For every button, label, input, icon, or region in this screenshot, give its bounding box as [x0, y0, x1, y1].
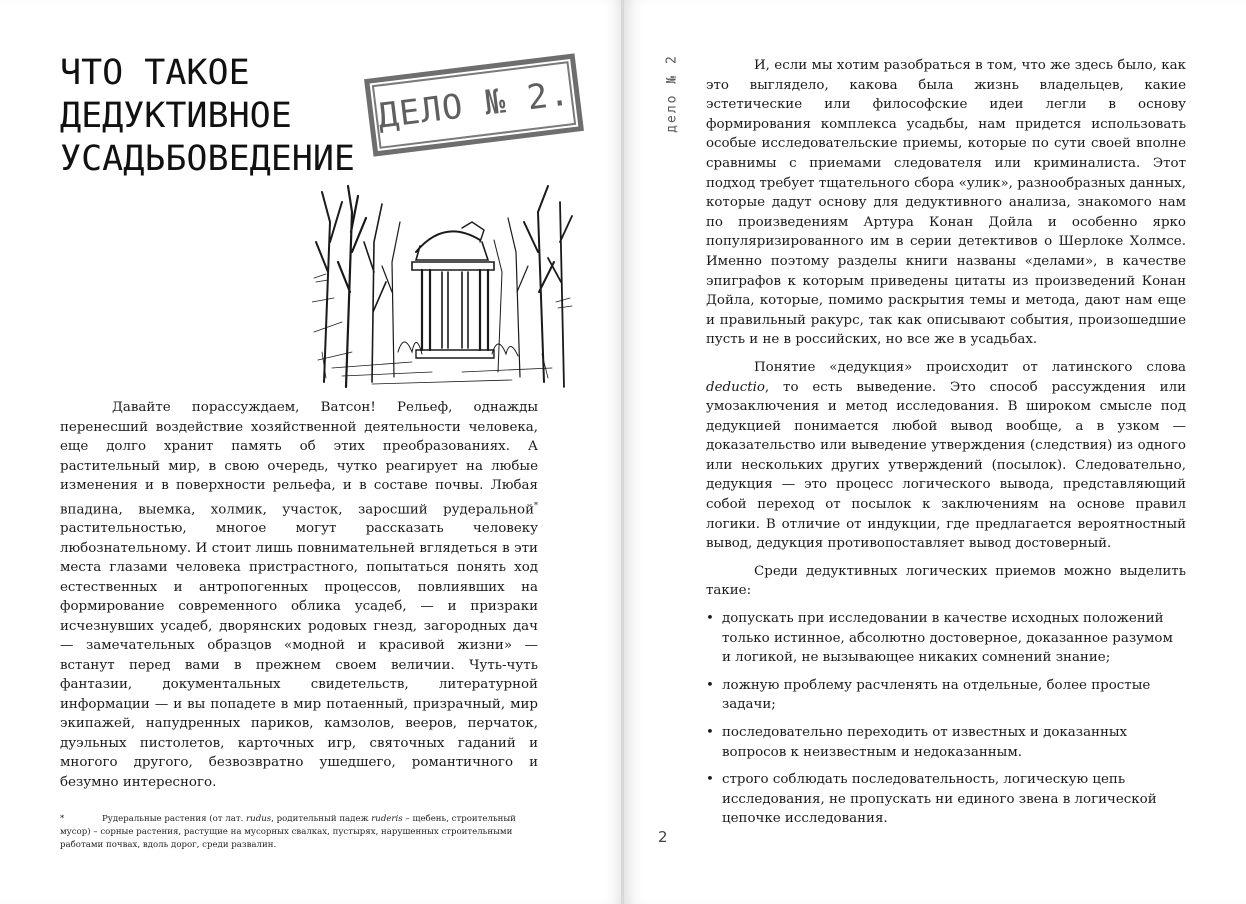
- list-item: [706, 609, 1186, 668]
- side-label-text: дело № 2: [664, 54, 680, 133]
- footnote-term-rudus: rudus: [246, 814, 272, 824]
- latin-term-deductio: deductio: [706, 379, 765, 395]
- list-item-text: допускать при исследовании в качестве исходных положений только истинное, абсолютно достоверное, доказанное разумом и логикой, не вызывающее никаких сомнений знание;: [722, 611, 1173, 666]
- footnote-term-ruderis: ruderis: [371, 814, 403, 824]
- left-paragraph: [60, 398, 538, 792]
- footnote-reference-mark: *: [534, 500, 538, 510]
- right-paragraph-1: И, если мы хотим разобраться в том, что же здесь было, как это выглядело, какова была жизнь владельцев, какие эстетические или философские идеи легли в основу формирования комплекса усадьбы, нам придется использовать особые исследовательские приемы, которые по сути своей вполне сравнимы с приемами следователя или криминалиста. Этот подход требует тщательного сбора «улик», разнообразных данных, которые дадут основу для дедуктивного анализа, знакомого нам по произведениям Артура Конан Дойла и особенно ярко популяризированного им в серии детективов о Шерлоке Холмсе. Именно поэтому разделы книги названы «делами», в качестве эпиграфов к которым приведены цитаты из произведений Конан Дойла, которые, помимо раскрытия темы и метода, дают нам еще и правильный ракурс, так как описывают события, произошедшие пусть и не в российских, но все же в усадьбах.: [706, 58, 1186, 348]
- right-page: [624, 0, 1246, 904]
- bullet-icon: •: [706, 772, 714, 788]
- footnote: [60, 813, 540, 852]
- case-stamp: [364, 53, 584, 156]
- heading-line-1: ЧТО ТАКОЕ: [60, 53, 250, 93]
- bullet-icon: •: [706, 677, 714, 693]
- page-number: 2: [658, 828, 668, 846]
- footnote-part-a: Рудеральные растения (от лат.: [102, 814, 247, 824]
- bullet-icon: •: [706, 611, 714, 627]
- heading-line-2: ДЕДУКТИВНОЕ: [60, 96, 292, 136]
- list-item-text: ложную проблему расчленять на отдельные, более простые задачи;: [722, 677, 1151, 713]
- list-item: [706, 770, 1186, 829]
- deductive-techniques-list: [706, 609, 1186, 829]
- heading-line-3: УСАДЬБОВЕДЕНИЕ: [60, 139, 356, 179]
- footnote-part-b: , родительный падеж: [271, 814, 372, 824]
- footnote-mark: *: [60, 814, 65, 824]
- list-item: [706, 676, 1186, 715]
- para2-part-a: Понятие «дедукция» происходит от латинского слова: [754, 359, 1186, 375]
- footnote-text: [60, 813, 540, 852]
- left-paragraph-text-cont: растительностью, многое могут рассказать человеку любознательному. И стоит лишь повнимательней вглядеться в эти места глазами человека пристрастного, попытаться понять ход естественных и антропогенных процессов, повлиявших на формирование современного облика усадеб, — и призраки исчезнувших усадеб, дворянских родовых гнезд, загородных дач — замечательных образцов «модной и красивой жизни» — встанут перед вами в прежнем своем величии. Чуть-чуть фантазии, документальных свидетельств, литературной информации — и вы попадете в мир потаенный, призрачный, мир экипажей, напудренных париков, камзолов, вееров, перчаток, дуэльных пистолетов, карточных игр, святочных гаданий и многого другого, безвозвратно ушедшего, романтичного и безумно интересного.: [60, 521, 538, 790]
- bullet-icon: •: [706, 725, 714, 740]
- chapter-heading: [60, 52, 355, 181]
- right-paragraph-2: [706, 358, 1186, 554]
- footnote-part-c: – щебень, строительный мусор) – сорные растения, растущие на мусорных свалках, пустырях, нарушенных строительными работами почвах, вдоль дорог, среди развалин.: [60, 814, 516, 850]
- left-body-text: [60, 398, 538, 792]
- left-paragraph-text: Давайте порассуждаем, Ватсон! Рельеф, однажды перенесший воздействие хозяйственной деятельности человека, еще долго хранит память об этих преобразованиях. А растительный мир, в свою очередь, чутко реагирует на любые изменения и в поверхности рельефа, и в составе почвы. Любая впадина, выемка, холмик, участок, заросший рудеральной: [60, 400, 538, 517]
- para2-part-b: , то есть выведение. Это способ рассуждения или умозаключения и метод исследования. В широком смысле под дедукцией понимается любой вывод вообще, а в узком — доказательство или выведение утверждения (следствия) из одного или нескольких других утверждений (посылок). Следовательно, дедукция — это процесс логического вывода, представляющий собой переход от посылок к заключениям на основе правил логики. В отличие от индукции, где предлагается вероятностный вывод, дедукция противопоставляет вывод достоверный.: [706, 379, 1186, 552]
- right-paragraph-3: Среди дедуктивных логических приемов можно выделить такие:: [706, 563, 1186, 599]
- list-item-text: последовательно переходить от известных и доказанных вопросов к неизвестным и недоказанным.: [722, 725, 1128, 760]
- left-page: [0, 0, 622, 904]
- list-item-text: строго соблюдать последовательность, логическую цепь исследования, не пропускать ни единого звена в логической цепочке исследования.: [722, 772, 1157, 827]
- rotunda-sketch-illustration: [312, 182, 574, 390]
- running-side-label: [664, 54, 682, 138]
- stamp-text: ДЕЛО № 2.: [375, 73, 573, 137]
- list-item: [706, 723, 1186, 762]
- right-body-text: [706, 56, 1186, 837]
